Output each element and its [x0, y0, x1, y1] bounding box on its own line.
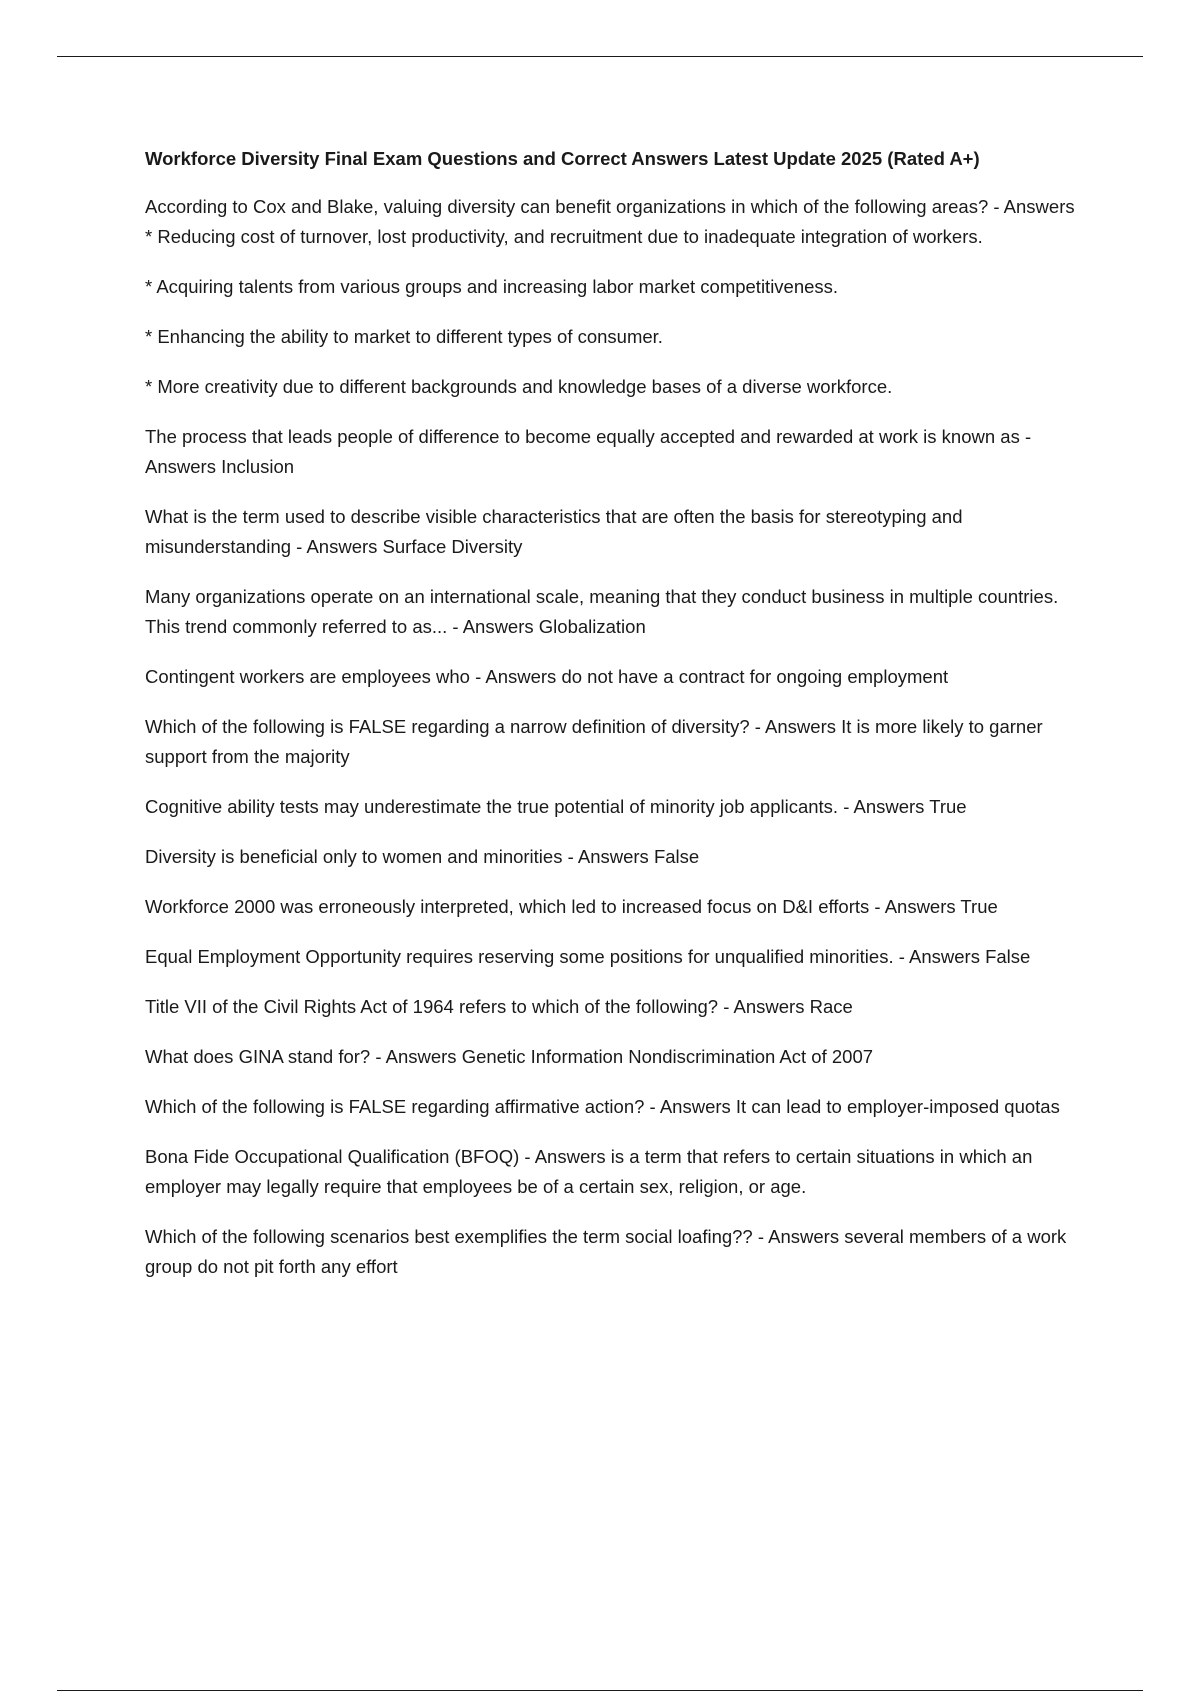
document-body	[145, 144, 1085, 1302]
qa-paragraph: Many organizations operate on an international scale, meaning that they conduct business in multiple countries. This trend commonly referred to as... - Answers Globalization	[145, 586, 1059, 637]
qa-paragraph: What is the term used to describe visible characteristics that are often the basis for stereotyping and misunderstanding - Answers Surface Diversity	[145, 506, 963, 557]
qa-paragraph: Cognitive ability tests may underestimate the true potential of minority job applicants. - Answers True	[145, 796, 967, 817]
qa-paragraph: According to Cox and Blake, valuing diversity can benefit organizations in which of the following areas? - Answers * Reducing cost of turnover, lost productivity, and recruitment due to inadequate integration of workers.	[145, 196, 1075, 247]
qa-paragraph: Diversity is beneficial only to women and minorities - Answers False	[145, 846, 700, 867]
qa-paragraph: * More creativity due to different backgrounds and knowledge bases of a diverse workforce.	[145, 376, 893, 397]
footer-rule	[57, 1690, 1143, 1691]
header-rule	[57, 56, 1143, 57]
qa-paragraph: Contingent workers are employees who - Answers do not have a contract for ongoing employment	[145, 666, 949, 687]
qa-paragraph: * Enhancing the ability to market to different types of consumer.	[145, 326, 663, 347]
qa-paragraph: Workforce 2000 was erroneously interpreted, which led to increased focus on D&I efforts - Answers True	[145, 896, 998, 917]
qa-paragraph: The process that leads people of difference to become equally accepted and rewarded at work is known as - Answers Inclusion	[145, 426, 1032, 477]
qa-paragraph: * Acquiring talents from various groups and increasing labor market competitiveness.	[145, 276, 839, 297]
qa-paragraph: Which of the following is FALSE regarding affirmative action? - Answers It can lead to employer-imposed quotas	[145, 1096, 1060, 1117]
qa-paragraph: What does GINA stand for? - Answers Genetic Information Nondiscrimination Act of 2007	[145, 1046, 874, 1067]
qa-paragraph: Title VII of the Civil Rights Act of 1964 refers to which of the following? - Answers Race	[145, 996, 853, 1017]
qa-paragraph: Which of the following is FALSE regarding a narrow definition of diversity? - Answers It is more likely to garner support from the majority	[145, 716, 1043, 767]
qa-paragraph: Bona Fide Occupational Qualification (BFOQ) - Answers is a term that refers to certain situations in which an employer may legally require that employees be of a certain sex, religion, or age.	[145, 1146, 1033, 1197]
document-title: Workforce Diversity Final Exam Questions and Correct Answers Latest Update 2025 (Rated A+)	[145, 148, 980, 169]
qa-paragraph: Equal Employment Opportunity requires reserving some positions for unqualified minorities. - Answers False	[145, 946, 1031, 967]
qa-paragraph: Which of the following scenarios best exemplifies the term social loafing?? - Answers several members of a work group do not pit forth any effort	[145, 1226, 1067, 1277]
